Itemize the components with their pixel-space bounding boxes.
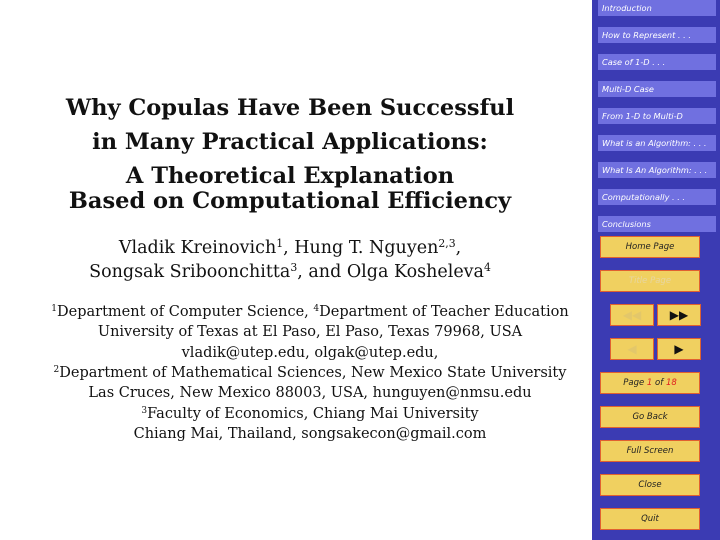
go-back-button[interactable]: Go Back (600, 406, 700, 428)
affiliation-text: Department of Teacher Education (319, 304, 569, 320)
affiliation-text: Department of Mathematical Sciences, New Mexico State University (59, 365, 567, 381)
affiliation-sup: 4 (313, 304, 320, 315)
page-current: 1 (646, 378, 653, 388)
nav-item-how-to-represent[interactable]: How to Represent . . . (598, 27, 716, 43)
author-sup: 2,3 (438, 237, 456, 251)
affiliation-line-1 (0, 302, 620, 322)
page-total: 18 (665, 378, 677, 388)
author-name: , and Olga Kosheleva (297, 262, 484, 282)
page-indicator (600, 372, 700, 394)
title-page-button[interactable]: Title Page (600, 270, 700, 292)
author-sup: 3 (290, 261, 298, 275)
nav-item-what-is-an-algorithm[interactable]: What is an Algorithm: . . . (598, 135, 716, 151)
title-line-3: A Theoretical Explanation (125, 163, 455, 189)
affiliation-line-6 (0, 404, 620, 424)
author-sup: 1 (276, 237, 284, 251)
nav-item-from-1d-to-multi-d[interactable]: From 1-D to Multi-D (598, 108, 716, 124)
nav-item-case-of-1d[interactable]: Case of 1-D . . . (598, 54, 716, 70)
author-sep: , (455, 238, 462, 258)
nav-item-conclusions[interactable]: Conclusions (598, 216, 716, 232)
close-button[interactable]: Close (600, 474, 700, 496)
previous-page-button[interactable]: ◀ (610, 338, 654, 360)
affiliation-text: Department of Computer Science, (57, 304, 314, 320)
affiliation-line-3: vladik@utep.edu, olgak@utep.edu, (181, 345, 439, 361)
nav-item-introduction[interactable]: Introduction (598, 0, 716, 16)
last-page-button[interactable]: ▶▶ (657, 304, 701, 326)
home-page-button[interactable]: Home Page (600, 236, 700, 258)
affiliation-line-5: Las Cruces, New Mexico 88003, USA, hunguyen@nmsu.edu (88, 385, 532, 401)
first-page-button[interactable]: ◀◀ (610, 304, 654, 326)
nav-item-computationally[interactable]: Computationally . . . (598, 189, 716, 205)
affiliation-line-2: University of Texas at El Paso, El Paso, Texas 79968, USA (97, 324, 523, 340)
next-page-button[interactable]: ▶ (657, 338, 701, 360)
page-label: Page (623, 378, 645, 388)
affiliation-line-7: Chiang Mai, Thailand, songsakecon@gmail.com (133, 426, 487, 442)
author-name: , Hung T. Nguyen (283, 238, 439, 258)
nav-item-multi-d-case[interactable]: Multi-D Case (598, 81, 716, 97)
author-sup: 4 (484, 261, 491, 275)
quit-button[interactable]: Quit (600, 508, 700, 530)
nav-item-what-is-an-algorithm-2[interactable]: What Is An Algorithm: . . . (598, 162, 716, 178)
affiliation-sup: 2 (53, 365, 60, 376)
page-of: of (655, 378, 664, 388)
affiliation-text: Faculty of Economics, Chiang Mai University (147, 406, 479, 422)
authors-line-2 (0, 260, 580, 284)
affiliation-line-4 (0, 363, 620, 383)
author-name: Songsak Sriboonchitta (89, 262, 291, 282)
title-line-2: in Many Practical Applications: (92, 129, 488, 155)
title-line-4: Based on Computational Efficiency (68, 188, 512, 214)
title-line-1: Why Copulas Have Been Successful (65, 95, 515, 121)
affiliation-sup: 3 (141, 406, 148, 417)
full-screen-button[interactable]: Full Screen (600, 440, 700, 462)
author-name: Vladik Kreinovich (118, 238, 277, 258)
authors-line-1 (0, 236, 580, 260)
affiliation-sup: 1 (51, 304, 58, 315)
